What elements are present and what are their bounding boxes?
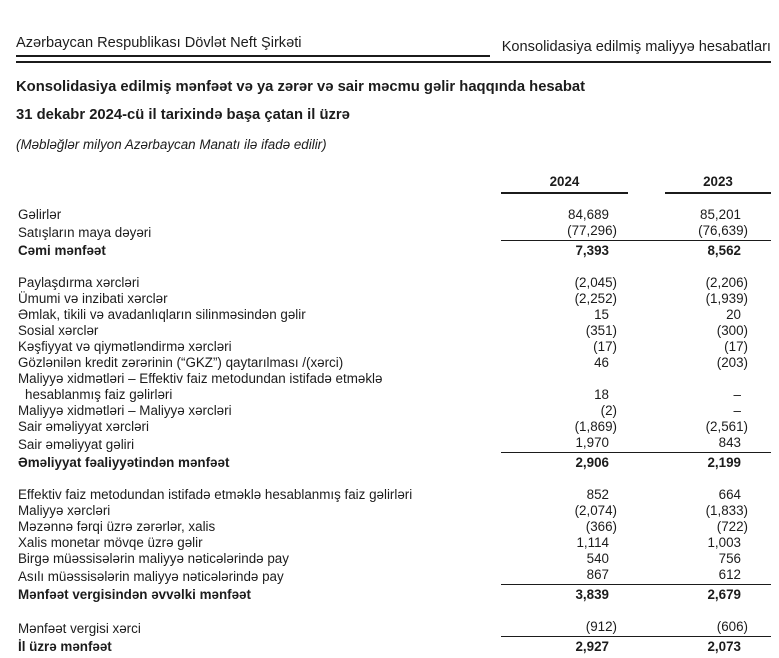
value-2024: 867 [501,567,628,585]
row-label: Cəmi mənfəət [18,243,106,258]
table-row [16,551,771,567]
value-2024: 46 [594,355,609,370]
row-label: Əmlak, tikili və avadanlıqların silinməsindən gəlir [18,307,306,322]
row-label: Əməliyyat fəaliyyətindən mənfəət [18,455,230,470]
value-2023: (76,639) [628,223,771,241]
table-row [16,291,771,307]
table-row [16,487,771,503]
row-label: Maliyyə xidmətləri – Effektiv faiz metodundan istifadə etməklə hesablanmış faiz gəlirləri [16,371,501,403]
value-2024: 84,689 [568,207,609,222]
value-2024: (17) [593,339,617,354]
table-row [16,207,771,223]
table-row [16,535,771,551]
value-2023: 843 [628,435,771,453]
row-label: Birgə müəssisələrin maliyyə nəticələrində pay [18,551,289,566]
value-2023: 8,562 [707,243,741,258]
value-2024: 7,393 [575,243,609,258]
value-2024: (1,869) [574,419,617,434]
row-label: Satışların maya dəyəri [18,224,152,240]
currency-units-note: (Məbləğlər milyon Azərbaycan Manatı ilə ifadə edilir) [16,137,327,152]
table-row [16,519,771,535]
row-label: Maliyyə xidmətləri – Maliyyə xərcləri [18,403,232,418]
table-row [16,567,771,585]
table-row [16,371,771,403]
table-row [16,355,771,371]
row-label: Maliyyə xərcləri [18,503,111,518]
spacer-row [16,603,771,619]
column-header-2023: 2023 [665,174,771,194]
value-2023: 20 [726,307,741,322]
row-label: Effektiv faiz metodundan istifadə etməklə hesablanmış faiz gəlirləri [18,487,413,502]
value-2023: 664 [718,487,741,502]
value-2023: 1,003 [707,535,741,550]
value-2024: (2,252) [574,291,617,306]
value-2023: 85,201 [700,207,741,222]
table-row [16,223,771,241]
table-row [16,323,771,339]
value-2023: (203) [716,355,748,370]
row-label: Sair əməliyyat gəliri [18,436,135,452]
value-2024: 15 [594,307,609,322]
row-label: Gözlənilən kredit zərərinin (“GKZ”) qaytarılması /(xərci) [18,355,344,370]
row-label: Asılı müəssisələrin maliyyə nəticələrində pay [18,568,284,584]
report-type-label: Konsolidasiya edilmiş maliyyə hesabatları [501,39,771,55]
value-2023: (1,833) [705,503,748,518]
table-row [16,453,771,472]
value-2023: (2,206) [705,275,748,290]
value-2023: – [733,403,741,418]
value-2023: 2,199 [707,455,741,470]
value-2024: (351) [585,323,617,338]
value-2024: (2,074) [574,503,617,518]
table-row [16,419,771,435]
row-label: Sosial xərclər [18,323,99,338]
table-row [16,339,771,355]
row-label: İl üzrə mənfəət [18,639,112,654]
row-label: Mənfəət vergisindən əvvəlki mənfəət [18,587,251,602]
column-header-empty [16,174,501,194]
value-2024: 2,927 [575,639,609,654]
table-row [16,585,771,604]
value-2023: (300) [716,323,748,338]
value-2023: (722) [716,519,748,534]
value-2023: – [733,387,741,402]
spacer-row [16,471,771,487]
value-2024: (366) [585,519,617,534]
table-row [16,241,771,260]
value-2024: 2,906 [575,455,609,470]
page-header [16,35,771,63]
table-row [16,619,771,637]
company-name: Azərbaycan Respublikası Dövlət Neft Şirkəti [16,35,490,57]
table-row [16,503,771,519]
value-2023: (17) [724,339,748,354]
table-row [16,435,771,453]
value-2023: 2,679 [707,587,741,602]
value-2023: (606) [628,619,771,637]
statement-title: Konsolidasiya edilmiş mənfəət və ya zərər və sair məcmu gəlir haqqında hesabat [16,79,586,95]
value-2023: (2,561) [705,419,748,434]
value-2024: (912) [501,619,628,637]
table-row [16,307,771,323]
row-label: Xalis monetar mövqe üzrə gəlir [18,535,203,550]
spacer-row [16,259,771,275]
value-2024: 1,114 [576,535,609,550]
table-row [16,275,771,291]
row-label-continuation: hesablanmış faiz gəlirləri [25,387,173,402]
value-2024: (77,296) [501,223,628,241]
row-label: Mənfəət vergisi xərci [18,620,141,636]
row-label: Paylaşdırma xərcləri [18,275,140,290]
value-2024: 1,970 [501,435,628,453]
statement-period: 31 dekabr 2024-cü il tarixində başa çatan il üzrə [16,107,350,123]
value-2024: (2,045) [574,275,617,290]
value-2023: 612 [628,567,771,585]
row-label: Gəlirlər [18,207,62,222]
statement-rows [16,207,771,655]
column-header-row [16,174,771,194]
header-gap-row [16,194,771,207]
column-header-2024: 2024 [501,174,628,194]
income-statement-table [16,174,771,655]
row-label: Ümumi və inzibati xərclər [18,291,168,306]
value-2024: 540 [586,551,609,566]
value-2024: 18 [594,387,609,402]
table-row [16,403,771,419]
value-2023: 2,073 [707,639,741,654]
value-2024: 852 [586,487,609,502]
row-label: Sair əməliyyat xərcləri [18,419,149,434]
value-2023: 756 [718,551,741,566]
row-label: Kəşfiyyat və qiymətləndirmə xərcləri [18,339,232,354]
table-row [16,637,771,656]
value-2024: (2) [600,403,617,418]
row-label: Məzənnə fərqi üzrə zərərlər, xalis [18,519,216,534]
value-2023: (1,939) [705,291,748,306]
value-2024: 3,839 [575,587,609,602]
